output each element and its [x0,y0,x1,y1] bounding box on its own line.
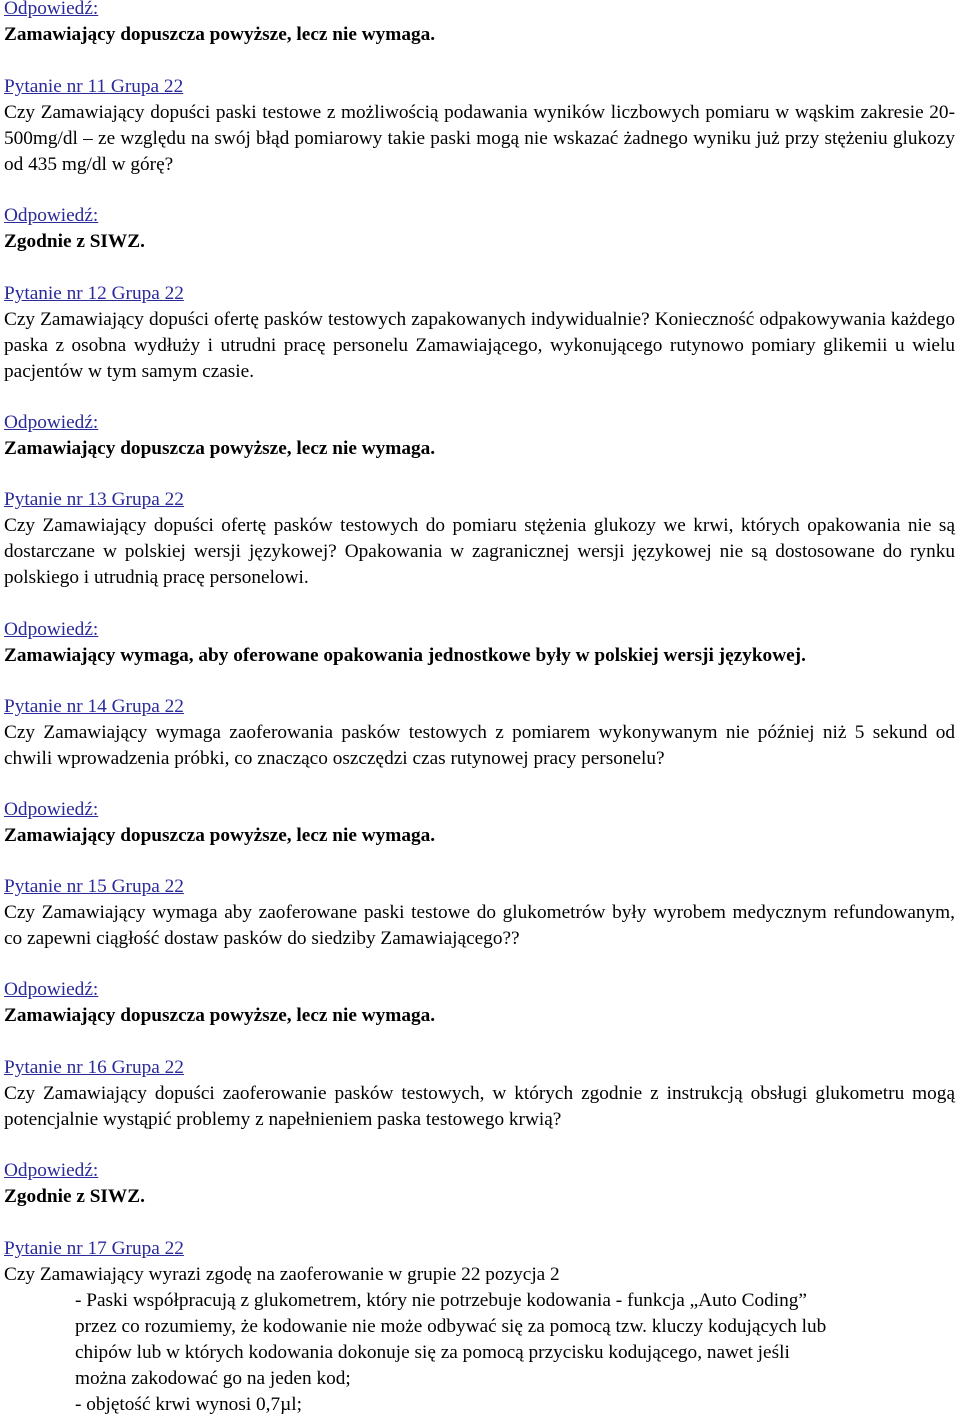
answer-text: Zamawiający wymaga, aby oferowane opakowania jednostkowe były w polskiej wersji językowej. [4,645,806,666]
answer-15 [4,977,955,1029]
answer-16 [4,1158,955,1210]
answer-label: Odpowiedź: [4,412,99,433]
question-title: Pytanie nr 17 Grupa 22 [4,1238,184,1259]
question-body: Czy Zamawiający dopuści paski testowe z możliwością podawania wyników liczbowych pomiaru w wąskim zakresie 20-500mg/dl – ze względu na swój błąd pomiarowy takie paski mogą nie wskazać żadnego wyniku już przy stężeniu glukozy od 435 mg/dl w górę? [4,102,955,175]
question-17-bullet-2 [75,1392,955,1418]
bullet-line: - Paski współpracują z glukometrem, który nie potrzebuje kodowania - funkcja „Auto Coding” [75,1290,807,1311]
question-17-bullets [75,1288,955,1392]
bullet-line: przez co rozumiemy, że kodowanie nie może odbywać się za pomocą tzw. kluczy kodujących lub [75,1316,827,1337]
question-body: Czy Zamawiający wymaga aby zaoferowane paski testowe do glukometrów były wyrobem medycznym refundowanym, co zapewni ciągłość dostaw pasków do siedziby Zamawiającego?? [4,902,955,949]
question-13 [4,487,955,591]
bullet-line: chipów lub w których kodowania dokonuje się za pomocą przycisku kodującego, nawet jeśli [75,1342,790,1363]
question-16 [4,1055,955,1133]
question-body: Czy Zamawiający wymaga zaoferowania pasków testowych z pomiarem wykonywanym nie później niż 5 sekund od chwili wprowadzenia próbki, co znacząco oszczędzi czas rutynowej pracy personelu? [4,722,955,769]
question-intro: Czy Zamawiający wyrazi zgodę na zaoferowanie w grupie 22 pozycja 2 [4,1264,560,1285]
answer-label: Odpowiedź: [4,799,99,820]
answer-label: Odpowiedź: [4,979,99,1000]
question-title: Pytanie nr 15 Grupa 22 [4,876,184,897]
question-15 [4,874,955,952]
answer-label: Odpowiedź: [4,205,99,226]
question-body: Czy Zamawiający dopuści ofertę pasków testowych zapakowanych indywidualnie? Konieczność odpakowywania każdego paska z osobna wydłuży i utrudni pracę personelu Zamawiającego, wykonującego rutynowo pomiary glikemii u wielu pacjentów w tym samym czasie. [4,309,955,382]
question-title: Pytanie nr 13 Grupa 22 [4,489,184,510]
answer-text: Zamawiający dopuszcza powyższe, lecz nie wymaga. [4,438,436,459]
answer-text: Zamawiający dopuszcza powyższe, lecz nie wymaga. [4,825,436,846]
answer-12 [4,410,955,462]
answer-text: Zamawiający dopuszcza powyższe, lecz nie wymaga. [4,24,436,45]
answer-14 [4,797,955,849]
question-title: Pytanie nr 12 Grupa 22 [4,283,184,304]
answer-text: Zgodnie z SIWZ. [4,1186,145,1207]
answer-11 [4,203,955,255]
answer-text: Zamawiający dopuszcza powyższe, lecz nie wymaga. [4,1005,436,1026]
bullet-line: - objętość krwi wynosi 0,7µl; [75,1394,302,1415]
question-11 [4,74,955,178]
answer-13 [4,617,955,669]
question-body: Czy Zamawiający dopuści ofertę pasków testowych do pomiaru stężenia glukozy we krwi, których opakowania nie są dostarczane w polskiej wersji językowej? Opakowania w zagranicznej wersji językowej nie są dostosowane do rynku polskiego i utrudnią pracę personelowi. [4,515,955,588]
answer-label: Odpowiedź: [4,0,99,19]
question-14 [4,694,955,772]
question-title: Pytanie nr 14 Grupa 22 [4,696,184,717]
bullet-line: można zakodować go na jeden kod; [75,1368,351,1389]
question-title: Pytanie nr 16 Grupa 22 [4,1057,184,1078]
answer-label: Odpowiedź: [4,1160,99,1181]
question-title: Pytanie nr 11 Grupa 22 [4,76,184,97]
question-body: Czy Zamawiający dopuści zaoferowanie pasków testowych, w których zgodnie z instrukcją obsługi glukometru mogą potencjalnie wystąpić problemy z napełnieniem paska testowego krwią? [4,1083,955,1130]
answer-text: Zgodnie z SIWZ. [4,231,145,252]
question-12 [4,281,955,385]
answer-label: Odpowiedź: [4,619,99,640]
question-17 [4,1236,955,1288]
top-answer [4,0,955,48]
